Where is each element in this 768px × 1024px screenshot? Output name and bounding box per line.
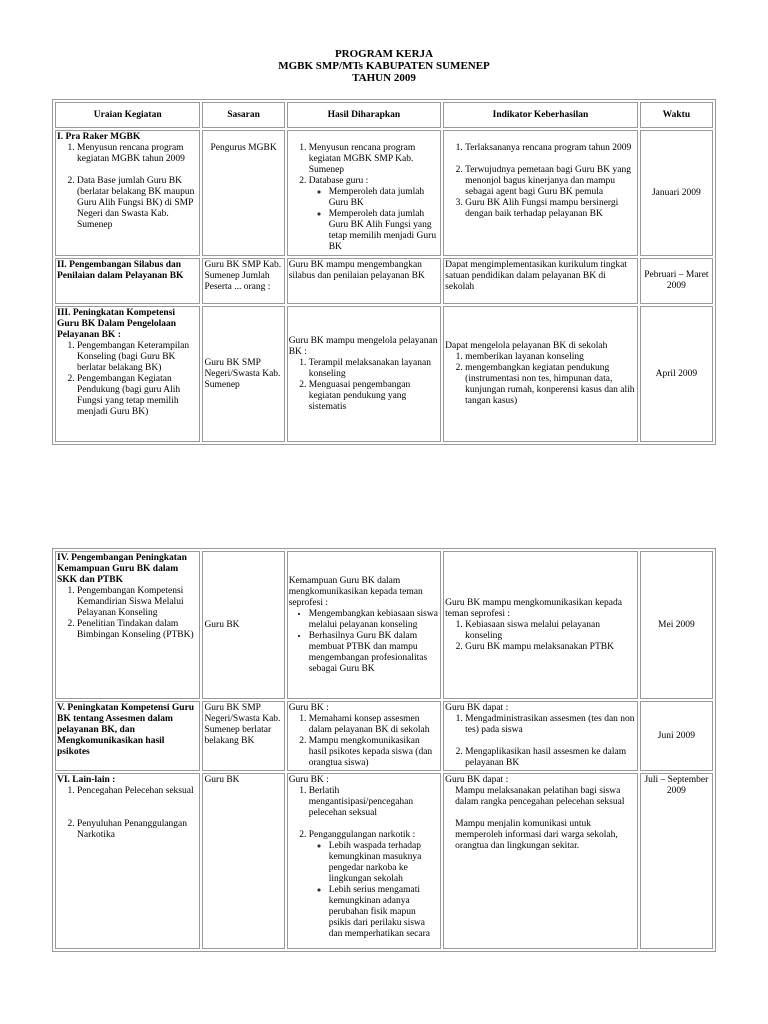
table-row [55, 258, 713, 304]
list-item: 2. Mengaplikasikan hasil assesmen ke dalam pelayanan BK [465, 747, 636, 769]
cell-intro: Guru BK dapat : [445, 775, 509, 785]
col-header-hasil: Hasil Diharapkan [287, 102, 441, 128]
list-item: 2. Pengembangan Kegiatan Pendukung (bagi guru Alih Fungsi yang tetap memilih menjadi Guru BK) [77, 374, 198, 418]
table-row [55, 130, 713, 256]
list-item: 1. memberikan layanan konseling [465, 352, 636, 363]
col-header-uraian: Uraian Kegiatan [55, 102, 200, 128]
indikator-cell [443, 773, 638, 949]
section-title: IV. Pengembangan Peningkatan Kemampuan Guru BK dalam SKK dan PTBK [57, 553, 187, 585]
col-header-indikator: Indikator Keberhasilan [443, 102, 638, 128]
hasil-cell [287, 551, 441, 699]
list-item [309, 830, 439, 940]
list-item: • Berhasilnya Guru BK dalam membuat PTBK dan mampu mengembangan profesionalitas sebagai Guru BK [309, 631, 439, 675]
col-header-waktu: Waktu [640, 102, 713, 128]
hasil-cell: Guru BK mampu mengembangkan silabus dan penilaian pelayanan BK [287, 258, 441, 304]
uraian-cell [55, 701, 200, 771]
list-item: 2. mengembangkan kegiatan pendukung (instrumentasi non tes, himpunan data, kunjungan rumah, konperensi kasus dan alih tangan kasus) [465, 363, 636, 407]
list-item: 1. Memahami konsep assesmen dalam pelayanan BK di sekolah [309, 714, 439, 736]
indikator-cell [443, 306, 638, 442]
hasil-cell [287, 306, 441, 442]
cell-intro: Dapat mengelola pelayanan BK di sekolah [445, 341, 608, 351]
list-item: ◦ Memperoleh data jumlah Guru BK Alih Fungsi yang tetap memilih menjadi Guru BK [329, 209, 439, 253]
list-item [309, 176, 439, 253]
waktu-cell: Pebruari – Maret 2009 [640, 258, 713, 304]
table-row [55, 773, 713, 949]
list-item: 2. Guru BK mampu melaksanakan PTBK [465, 642, 636, 653]
list-item: 1. Menyusun rencana program kegiatan MGBK tahun 2009 [77, 143, 198, 165]
indikator-cell [443, 551, 638, 699]
sasaran-cell: Pengurus MGBK [202, 130, 284, 256]
sasaran-cell: Guru BK [202, 773, 284, 949]
indikator-cell [443, 701, 638, 771]
list-item: 1. Pengembangan Kompetensi Kemandirian Siswa Melalui Pelayanan Konseling [77, 586, 198, 619]
list-item: 1. Kebiasaan siswa melalui pelayanan konseling [465, 620, 636, 642]
sasaran-cell: Guru BK [202, 551, 284, 699]
uraian-cell [55, 130, 200, 256]
list-item: 2. Penelitian Tindakan dalam Bimbingan Konseling (PTBK) [77, 619, 198, 641]
list-item: 2. Menguasai pengembangan kegiatan pendukung yang sistematis [309, 380, 439, 413]
list-item: 1. Mengadministrasikan assesmen (tes dan non tes) pada siswa [465, 714, 636, 736]
list-item: ◦ Lebih waspada terhadap kemungkinan masuknya pengedar narkoba ke lingkungan sekolah [329, 841, 439, 885]
program-table-1 [52, 99, 716, 445]
sasaran-cell: Guru BK SMP Kab. Sumenep Jumlah Peserta ... orang : [202, 258, 284, 304]
section-title: II. Pengembangan Silabus dan Penilaian dalam Pelayanan BK [57, 260, 184, 281]
uraian-cell [55, 258, 200, 304]
sasaran-cell: Guru BK SMP Negeri/Swasta Kab. Sumenep berlatar belakang BK [202, 701, 284, 771]
list-item: 1. Terampil melaksanakan layanan konseling [309, 358, 439, 380]
list-item: ◦ Lebih serius mengamati kemungkinan adanya perubahan fisik mapun psikis dari perilaku siswa dan memperhatikan secara [329, 885, 439, 940]
col-header-sasaran: Sasaran [202, 102, 284, 128]
table-row [55, 701, 713, 771]
list-item: 2. Terwujudnya pemetaan bagi Guru BK yang menonjol bagus kinerjanya dan mampu sebagai agent bagi Guru BK pemula [465, 165, 636, 198]
waktu-cell: Juli – September 2009 [640, 773, 713, 949]
list-item: • Mengembangkan kebiasaan siswa melalui pelayanan konseling [309, 609, 439, 631]
cell-intro: Guru BK : [288, 775, 329, 785]
header-row [55, 102, 713, 128]
section-title: I. Pra Raker MGBK [57, 132, 141, 142]
section-title: VI. Lain-lain : [57, 775, 116, 785]
list-item: 1. Menyusun rencana program kegiatan MGBK SMP Kab. Sumenep [309, 143, 439, 176]
section-title: V. Peningkatan Kompetensi Guru BK tentang Assesmen dalam pelayanan BK, dan Mengkomunikasikan hasil psikotes [57, 703, 195, 757]
cell-intro: Guru BK dapat : [445, 703, 509, 713]
cell-intro: Guru BK : [288, 703, 329, 713]
doc-year: TAHUN 2009 [352, 72, 416, 84]
cell-intro: Guru BK mampu mengkomunikasikan kepada teman seprofesi : [445, 597, 622, 619]
cell-intro: Guru BK mampu mengelola pelayanan BK : [288, 335, 438, 357]
sasaran-cell: Guru BK SMP Negeri/Swasta Kab. Sumenep [202, 306, 284, 442]
uraian-cell [55, 773, 200, 949]
indikator-cell: Dapat mengimplementasikan kurikulum tingkat satuan pendidikan dalam pelayanan BK di sekolah [443, 258, 638, 304]
list-item: 1. Pencegahan Pelecehan seksual [77, 786, 198, 797]
hasil-cell [287, 130, 441, 256]
list-item: ◦ Memperoleh data jumlah Guru BK [329, 187, 439, 209]
doc-title: PROGRAM KERJA [334, 48, 434, 60]
waktu-cell: Januari 2009 [640, 130, 713, 256]
list-item: 2. Penyuluhan Penanggulangan Narkotika [77, 819, 198, 841]
waktu-cell: Mei 2009 [640, 551, 713, 699]
list-item: 3. Guru BK Alih Fungsi mampu bersinergi dengan baik terhadap pelayanan BK [465, 198, 636, 220]
indikator-cell [443, 130, 638, 256]
indikator-text: Mampu melaksanakan pelatihan bagi siswa dalam rangka pencegahan pelecehan seksual [455, 786, 625, 807]
indikator-text: Mampu menjalin komunikasi untuk memperoleh informasi dari warga sekolah, orangtua dan lingkungan sekitar. [455, 819, 618, 851]
list-item: 1. Berlatih mengantisipasi/pencegahan pelecehan seksual [309, 786, 439, 819]
hasil-cell [287, 773, 441, 949]
table-row [55, 551, 713, 699]
list-item: 1. Pengembangan Keterampilan Konseling (bagi Guru BK berlatar belakang BK) [77, 341, 198, 374]
list-item: 2. Mampu mengkomunikasikan hasil psikotes kepada siswa (dan orangtua siswa) [309, 736, 439, 769]
list-item: 1. Terlaksananya rencana program tahun 2009 [465, 143, 636, 154]
section-title: III. Peningkatan Kompetensi Guru BK Dalam Pengelolaan Pelayanan BK : [57, 308, 177, 340]
cell-intro: Kemampuan Guru BK dalam mengkomunikasikan kepada teman seprofesi : [288, 575, 423, 608]
doc-subtitle: MGBK SMP/MTs KABUPATEN SUMENEP [278, 60, 490, 72]
program-table-2 [52, 548, 716, 952]
waktu-cell: Juni 2009 [640, 701, 713, 771]
table-row [55, 306, 713, 442]
uraian-cell [55, 551, 200, 699]
hasil-cell [287, 701, 441, 771]
list-item-label: Penganggulangan narkotik : [308, 830, 416, 840]
list-item-label: Database guru : [308, 176, 369, 186]
uraian-cell [55, 306, 200, 442]
list-item: 2. Data Base jumlah Guru BK (berlatar belakang BK maupun Guru Alih Fungsi BK) di SMP Negeri dan Swasta Kab. Sumenep [77, 176, 198, 231]
waktu-cell: April 2009 [640, 306, 713, 442]
